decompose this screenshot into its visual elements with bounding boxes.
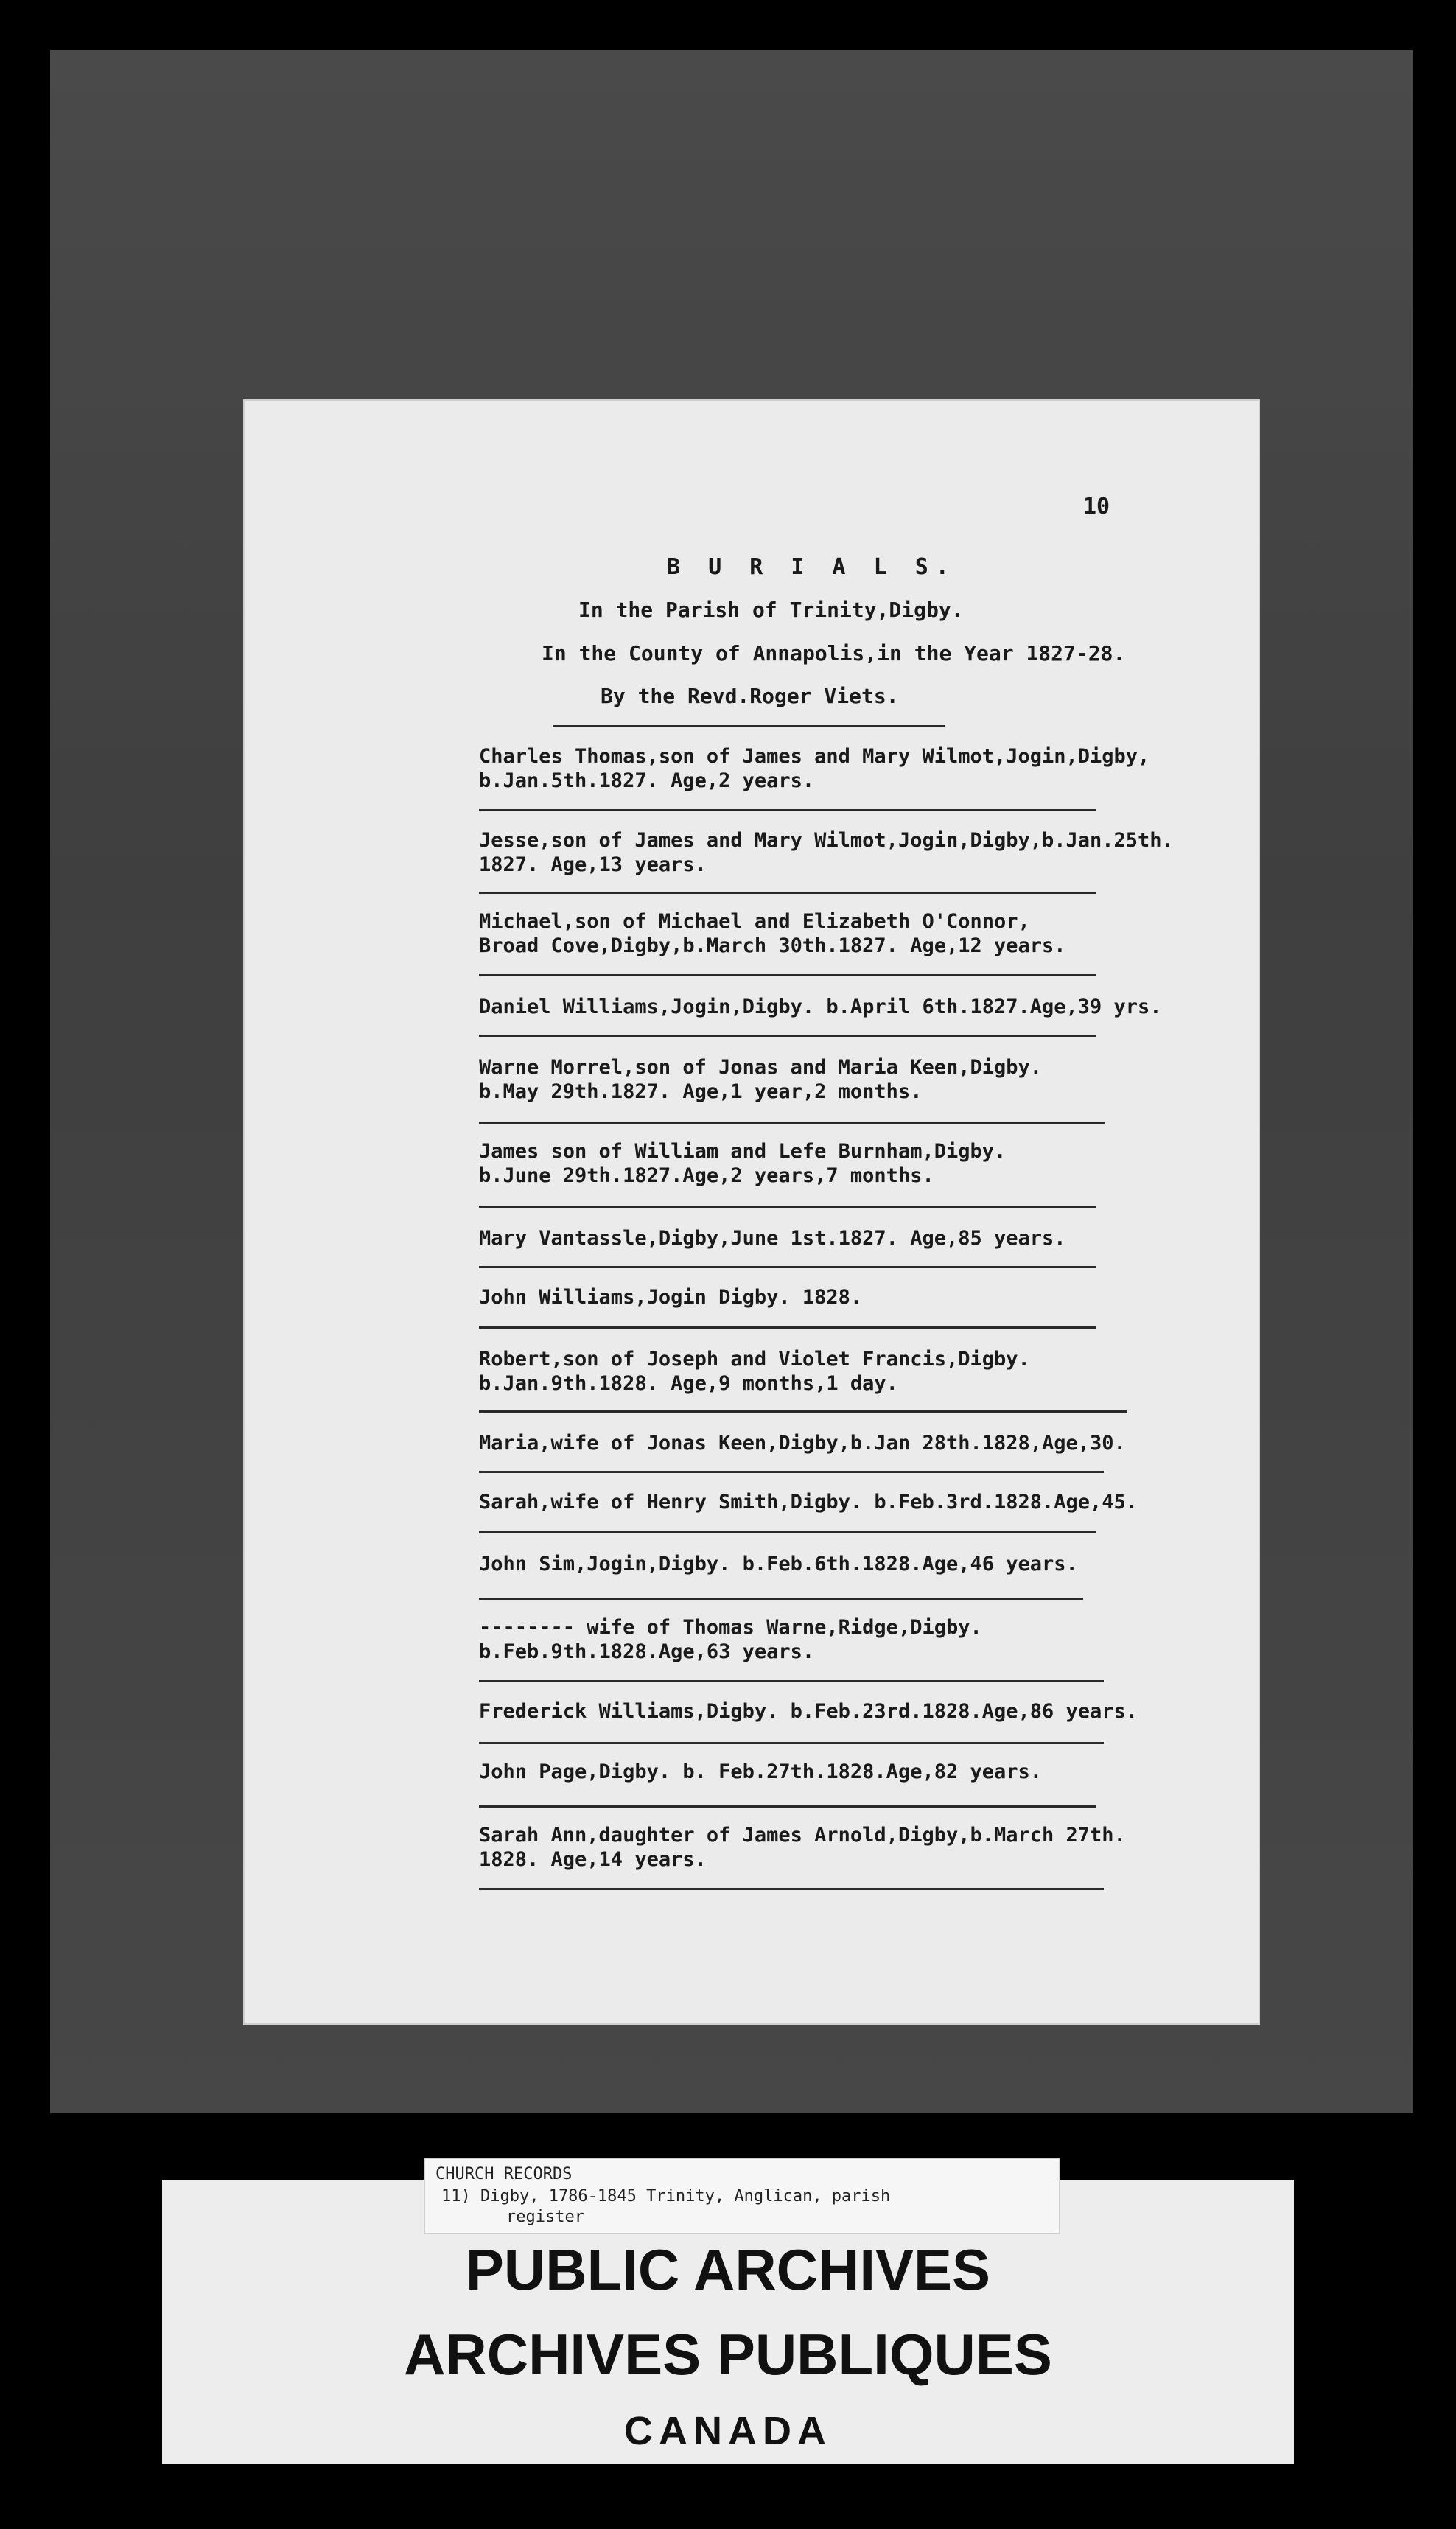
entry-rule [479,1266,1096,1268]
burial-entry: Sarah Ann,daughter of James Arnold,Digby,b.March 27th. 1828. Age,14 years. [479,1824,1126,1871]
entry-rule [479,1598,1083,1600]
archives-english: PUBLIC ARCHIVES [465,2237,991,2302]
clergy-line: By the Revd.Roger Viets. [601,684,899,708]
heading-rule [553,725,945,727]
burial-entry: John Sim,Jogin,Digby. b.Feb.6th.1828.Age,46 years. [479,1553,1078,1575]
entry-rule [479,1471,1104,1473]
entry-rule [479,1531,1096,1533]
entry-rule [479,1206,1096,1208]
burial-entry: Sarah,wife of Henry Smith,Digby. b.Feb.3rd.1828.Age,45. [479,1491,1138,1514]
burial-entry: Maria,wife of Jonas Keen,Digby,b.Jan 28th.1828,Age,30. [479,1432,1126,1455]
entry-rule [479,809,1096,811]
burial-entry: John Williams,Jogin Digby. 1828. [479,1286,863,1309]
burial-entry: Warne Morrel,son of Jonas and Maria Keen,Digby. b.May 29th.1827. Age,1 year,2 months. [479,1056,1043,1103]
burial-entry: James son of William and Lefe Burnham,Digby. b.June 29th.1827.Age,2 years,7 months. [479,1140,1007,1187]
county-line: In the County of Annapolis,in the Year 1827-28. [542,641,1126,665]
strip-description-cont: register [506,2208,584,2226]
burial-entry: Charles Thomas,son of James and Mary Wilmot,Jogin,Digby, b.Jan.5th.1827. Age,2 years. [479,745,1150,792]
entry-rule [479,892,1096,894]
burial-entry: John Page,Digby. b. Feb.27th.1828.Age,82 years. [479,1760,1043,1783]
page-number: 10 [1083,494,1110,520]
entry-rule [479,1680,1104,1682]
burial-entry: Daniel Williams,Jogin,Digby. b.April 6th.1827.Age,39 yrs. [479,996,1162,1018]
burial-entry: -------- wife of Thomas Warne,Ridge,Digby. b.Feb.9th.1828.Age,63 years. [479,1616,982,1663]
entry-rule [479,1122,1105,1124]
burial-entry: Jesse,son of James and Mary Wilmot,Jogin,Digby,b.Jan.25th. 1827. Age,13 years. [479,829,1174,876]
document-title: B U R I A L S. [667,554,956,580]
archives-french: ARCHIVES PUBLIQUES [404,2322,1052,2387]
entry-rule [479,1888,1104,1890]
entry-rule [479,1326,1096,1329]
burial-entry: Frederick Williams,Digby. b.Feb.23rd.1828.Age,86 years. [479,1700,1138,1723]
burial-entry: Mary Vantassle,Digby,June 1st.1827. Age,85 years. [479,1227,1066,1250]
entry-rule [479,1035,1096,1037]
archives-country: CANADA [624,2409,832,2453]
parish-line: In the Parish of Trinity,Digby. [578,598,964,622]
entry-rule [479,1742,1104,1744]
entry-rule [479,1805,1096,1808]
entry-rule [479,1410,1127,1413]
strip-series: CHURCH RECORDS [435,2165,573,2183]
burial-entry: Michael,son of Michael and Elizabeth O'Connor, Broad Cove,Digby,b.March 30th.1827. Age,12 years. [479,910,1066,957]
strip-description: 11) Digby, 1786-1845 Trinity, Anglican, parish [441,2187,891,2206]
entry-rule [479,974,1096,976]
record-strip [424,2158,1060,2234]
burial-entry: Robert,son of Joseph and Violet Francis,Digby. b.Jan.9th.1828. Age,9 months,1 day. [479,1348,1030,1395]
